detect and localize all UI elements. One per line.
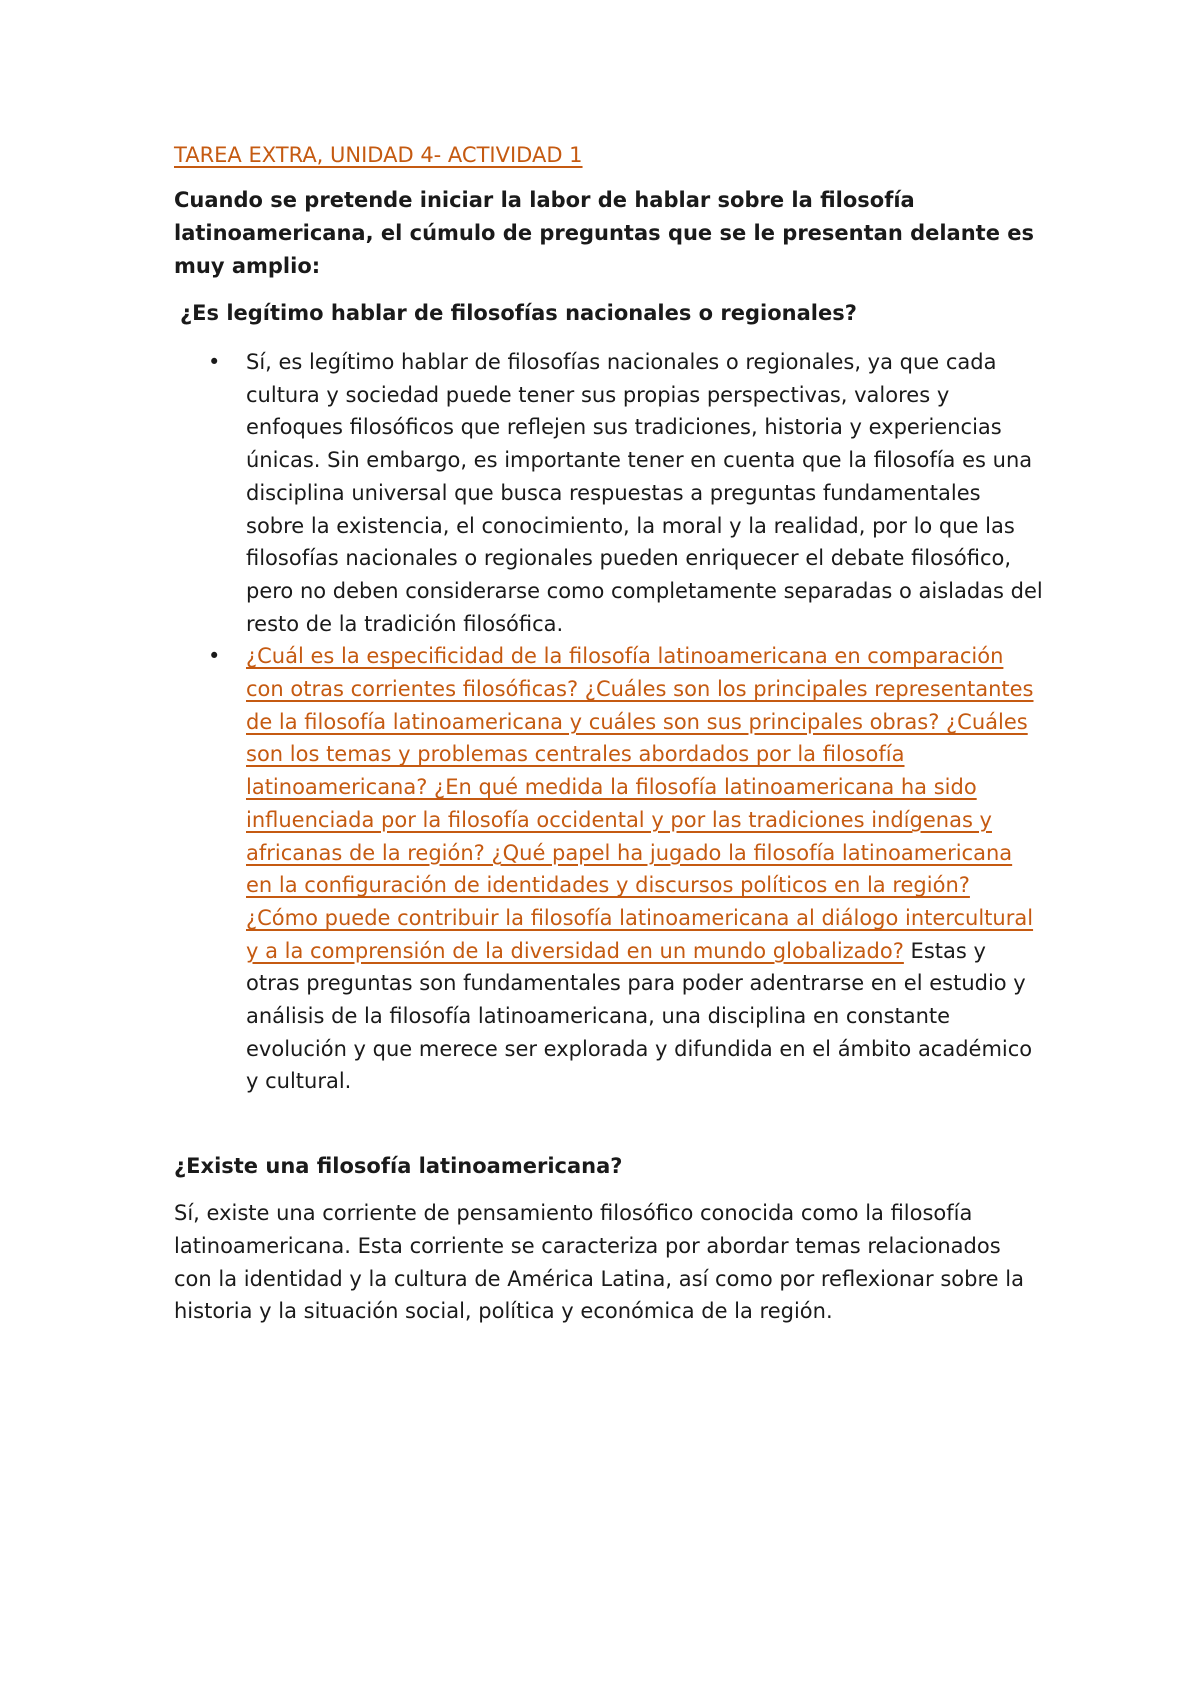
bullet-icon: • bbox=[208, 644, 221, 669]
document-title: TAREA EXTRA, UNIDAD 4- ACTIVIDAD 1 bbox=[174, 143, 583, 167]
list-item bbox=[174, 640, 1044, 1098]
list-item bbox=[174, 346, 1044, 640]
document-page bbox=[174, 138, 1044, 1328]
bullet-list bbox=[174, 346, 1044, 1098]
answer-paragraph: Sí, existe una corriente de pensamiento filosófico conocida como la filosofía latinoamericana. Esta corriente se caracteriza por abordar temas relacionados con la identidad y la cultura de América Latina, así como por reflexionar sobre la historia y la situación social, política y económica de la región. bbox=[174, 1201, 1024, 1324]
intro-paragraph: Cuando se pretende iniciar la labor de hablar sobre la filosofía latinoamericana, el cúmulo de preguntas que se le presentan delante es muy amplio: bbox=[174, 188, 1035, 278]
list-item-text: Estas y otras preguntas son fundamentales para poder adentrarse en el estudio y análisis de la filosofía latinoamericana, una disciplina en constante evolución y que merece ser explorada y difundida en el ámbito académico y cultural. bbox=[246, 938, 1033, 1094]
question-heading-1: ¿Es legítimo hablar de filosofías nacionales o regionales? bbox=[180, 301, 857, 325]
list-item-text: Sí, es legítimo hablar de filosofías nacionales o regionales, ya que cada cultura y sociedad puede tener sus propias perspectivas, valores y enfoques filosóficos que reflejen sus tradiciones, historia y experiencias únicas. Sin embargo, es importante tener en cuenta que la filosofía es una disciplina universal que busca respuestas a preguntas fundamentales sobre la existencia, el conocimiento, la moral y la realidad, por lo que las filosofías nacionales o regionales pueden enriquecer el debate filosófico, pero no deben considerarse como completamente separadas o aisladas del resto de la tradición filosófica. bbox=[246, 350, 1043, 636]
questions-link[interactable]: ¿Cuál es la especificidad de la filosofía latinoamericana en comparación con otras corrientes filosóficas? ¿Cuáles son los principales representantes de la filosofía latinoamericana y cuáles son sus principales obras? ¿Cuáles son los temas y problemas centrales abordados por la filosofía latinoamericana? ¿En qué medida la filosofía latinoamericana ha sido influenciada por la filosofía occidental y por las tradiciones indígenas y africanas de la región? ¿Qué papel ha jugado la filosofía latinoamericana en la configuración de identidades y discursos políticos en la región? ¿Cómo puede contribuir la filosofía latinoamericana al diálogo intercultural y a la comprensión de la diversidad en un mundo globalizado? bbox=[246, 644, 1034, 963]
bullet-icon: • bbox=[208, 350, 221, 374]
question-heading-2: ¿Existe una filosofía latinoamericana? bbox=[174, 1154, 623, 1179]
